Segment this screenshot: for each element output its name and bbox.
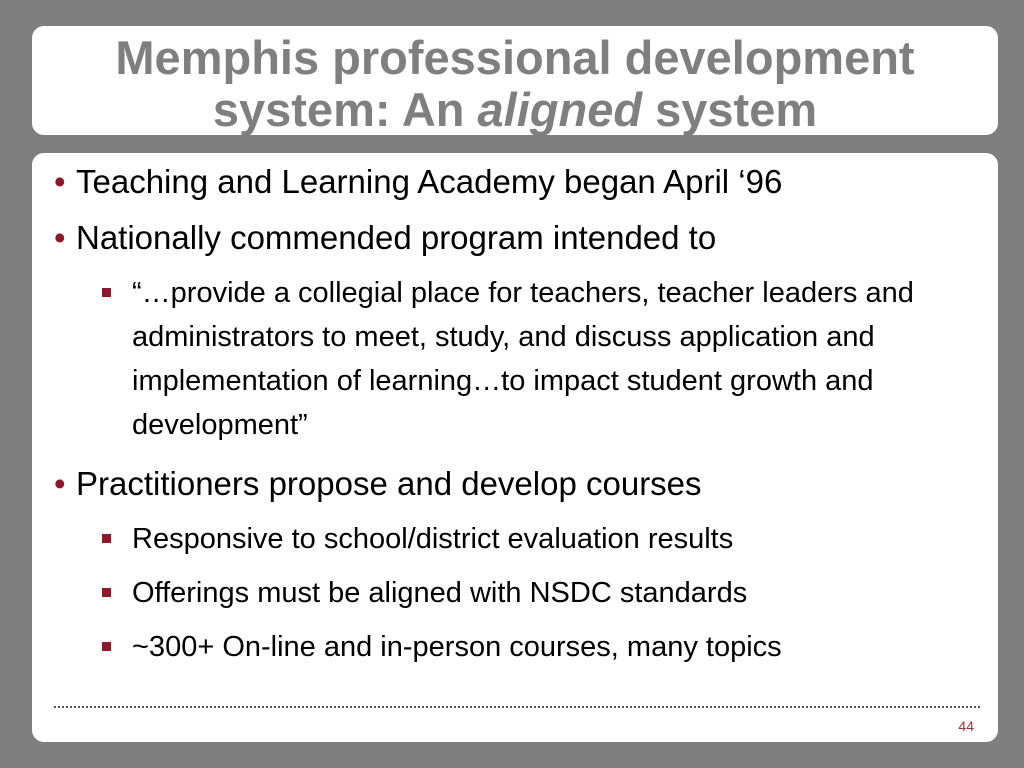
sub-bullet-list	[76, 271, 980, 447]
bullet-item	[50, 465, 980, 669]
sub-bullet-item	[76, 571, 980, 615]
bullet-dot-icon: •	[54, 219, 66, 256]
square-bullet-icon	[102, 288, 111, 297]
sub-bullet-item	[76, 517, 980, 561]
bullet-text: Teaching and Learning Academy began April ‘96	[76, 163, 783, 200]
sub-bullet-text: ~300+ On-line and in-person courses, many topics	[132, 631, 782, 663]
square-bullet-icon	[102, 588, 111, 597]
sub-bullet-text: Responsive to school/district evaluation results	[132, 523, 734, 555]
slide-title	[32, 32, 998, 136]
bullet-item	[50, 219, 980, 447]
sub-bullet-text: Offerings must be aligned with NSDC standards	[132, 577, 748, 609]
square-bullet-icon	[102, 642, 111, 651]
bullet-item	[50, 163, 980, 201]
sub-bullet-item	[76, 625, 980, 669]
page-number: 44	[958, 718, 974, 734]
square-bullet-icon	[102, 534, 111, 543]
title-box	[32, 26, 998, 135]
bullet-text: Nationally commended program intended to	[76, 219, 717, 256]
title-line-2-italic: aligned	[477, 83, 643, 136]
title-line-2-prefix: system: An	[212, 83, 478, 136]
bullet-dot-icon: •	[54, 163, 66, 200]
bullet-dot-icon: •	[54, 465, 66, 502]
content-box	[32, 153, 998, 742]
sub-bullet-item	[76, 271, 980, 447]
footer-divider	[54, 706, 980, 708]
title-line-1: Memphis professional development	[115, 31, 915, 84]
sub-bullet-list	[76, 517, 980, 669]
title-line-2-suffix: system	[642, 83, 818, 136]
bullet-text: Practitioners propose and develop courses	[76, 465, 702, 502]
bullet-list	[50, 163, 980, 687]
sub-bullet-text: “…provide a collegial place for teachers, teacher leaders and administrators to meet, study, and discuss application and implementation of learning…to impact student growth and development”	[132, 277, 914, 441]
